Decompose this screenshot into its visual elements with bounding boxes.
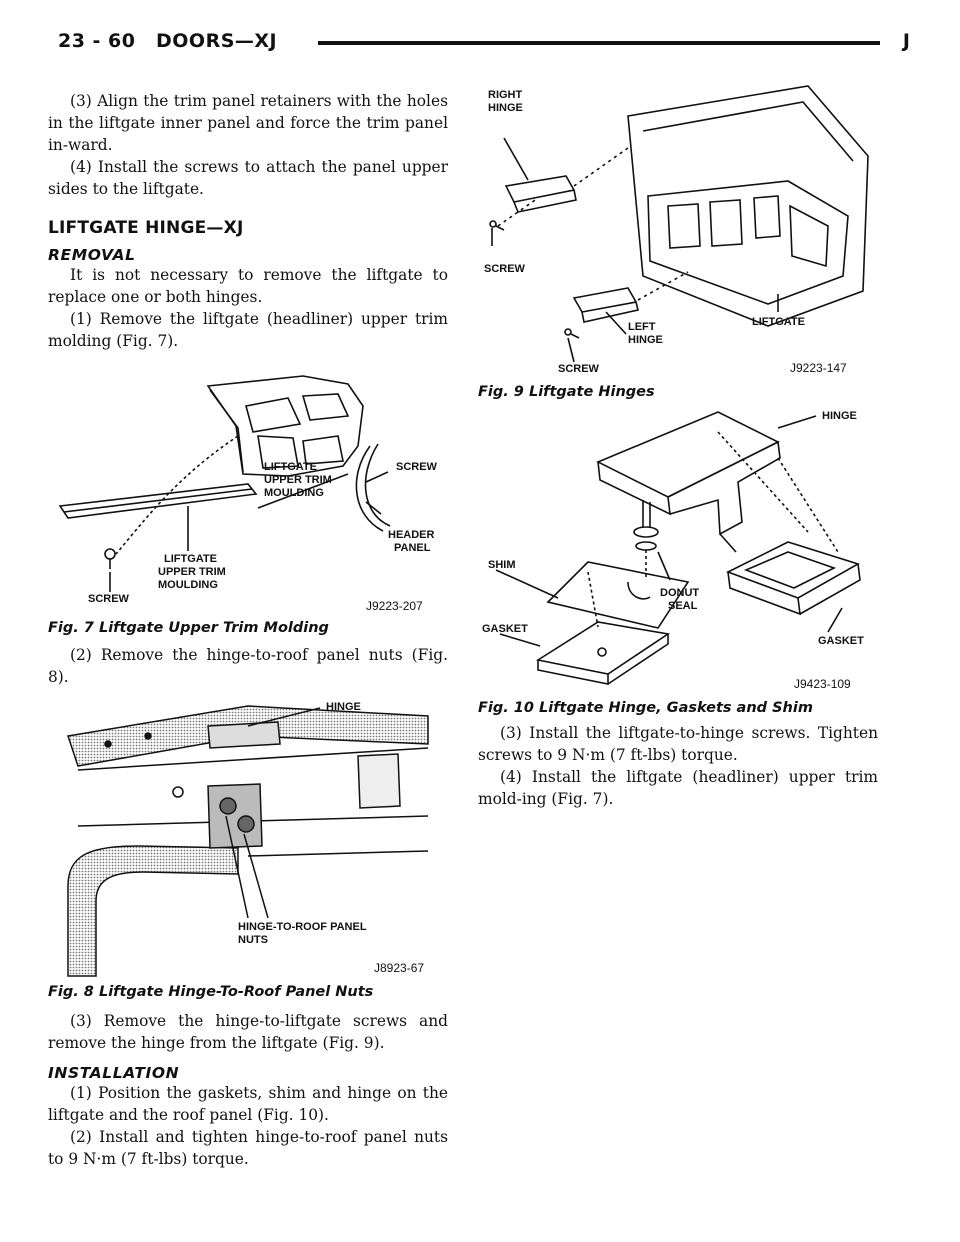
section-heading: LIFTGATE HINGE—XJ <box>48 218 244 238</box>
fig10-label-donut-b: SEAL <box>668 600 698 612</box>
fig10-code: J9423-109 <box>794 677 851 691</box>
figure-7 <box>48 366 448 636</box>
fig7-label-header-b: PANEL <box>394 542 431 554</box>
fig10-label-donut-a: DONUT <box>660 587 700 599</box>
fig10-label-gasket-right: GASKET <box>818 635 864 647</box>
fig7-label-screw-right: SCREW <box>396 461 437 473</box>
paragraph: (2) Remove the hinge-to-roof panel nuts (Fig. 8). <box>48 646 448 686</box>
fig7-caption: Fig. 7 Liftgate Upper Trim Molding <box>48 620 329 636</box>
edition-letter: J <box>902 30 910 52</box>
section-title: DOORS—XJ <box>156 30 278 52</box>
paragraph: It is not necessary to remove the liftgate to replace one or both hinges. <box>48 266 448 306</box>
fig10-illustration <box>478 402 888 698</box>
fig7-label-trim-2a: LIFTGATE <box>164 553 217 565</box>
figure-10 <box>478 402 878 716</box>
fig9-label-liftgate: LIFTGATE <box>752 316 805 328</box>
paragraph: (3) Install the liftgate-to-hinge screws. Tighten screws to 9 N·m (7 ft-lbs) torque. <box>478 724 878 764</box>
fig9-caption: Fig. 9 Liftgate Hinges <box>478 384 655 400</box>
page-header <box>58 30 910 60</box>
figure-8 <box>48 696 448 1000</box>
paragraph: (1) Position the gaskets, shim and hinge on the liftgate and the roof panel (Fig. 10). <box>48 1084 448 1124</box>
paragraph: (3) Align the trim panel retainers with the holes in the liftgate inner panel and force the trim panel in-ward. <box>48 92 448 154</box>
fig7-label-trim-2b: UPPER TRIM <box>158 566 226 578</box>
paragraph: (2) Install and tighten hinge-to-roof panel nuts to 9 N·m (7 ft-lbs) torque. <box>48 1128 448 1168</box>
fig9-label-left-hinge-a: LEFT <box>628 321 656 333</box>
fig8-illustration <box>48 696 448 978</box>
fig7-code: J9223-207 <box>366 599 423 613</box>
right-column <box>478 76 878 810</box>
paragraph: (1) Remove the liftgate (headliner) upper trim molding (Fig. 7). <box>48 310 448 350</box>
fig7-label-screw-left: SCREW <box>88 593 129 605</box>
fig8-label-nuts-a: HINGE-TO-ROOF PANEL <box>238 921 367 933</box>
fig7-label-trim-1c: MOULDING <box>264 487 324 499</box>
removal-heading: REMOVAL <box>48 246 136 264</box>
fig9-code: J9223-147 <box>790 361 847 375</box>
installation-heading: INSTALLATION <box>48 1064 180 1082</box>
fig8-caption: Fig. 8 Liftgate Hinge-To-Roof Panel Nuts <box>48 984 374 1000</box>
paragraph: (4) Install the liftgate (headliner) upper trim mold-ing (Fig. 7). <box>478 768 878 808</box>
fig9-label-left-hinge-b: HINGE <box>628 334 663 346</box>
page-number: 23 - 60 <box>58 30 136 52</box>
fig8-code: J8923-67 <box>374 961 425 975</box>
fig7-label-trim-1a: LIFTGATE <box>264 461 317 473</box>
fig9-label-screw-2: SCREW <box>558 363 599 375</box>
fig10-caption: Fig. 10 Liftgate Hinge, Gaskets and Shim <box>478 700 813 716</box>
paragraph: (4) Install the screws to attach the panel upper sides to the liftgate. <box>48 158 448 198</box>
fig7-illustration <box>48 366 448 614</box>
fig7-label-trim-1b: UPPER TRIM <box>264 474 332 486</box>
fig7-label-trim-2c: MOULDING <box>158 579 218 591</box>
paragraph: (3) Remove the hinge-to-liftgate screws and remove the hinge from the liftgate (Fig. 9). <box>48 1012 448 1052</box>
fig7-label-header-a: HEADER <box>388 529 435 541</box>
header-rule <box>318 41 880 45</box>
fig10-label-hinge: HINGE <box>822 410 857 422</box>
fig8-label-nuts-b: NUTS <box>238 934 268 946</box>
fig9-label-right-hinge-a: RIGHT <box>488 89 523 101</box>
fig10-label-shim: SHIM <box>488 559 516 571</box>
fig10-label-gasket-left: GASKET <box>482 623 528 635</box>
figure-9 <box>478 76 878 400</box>
fig9-label-right-hinge-b: HINGE <box>488 102 523 114</box>
fig9-illustration <box>478 76 888 380</box>
fig9-label-screw-1: SCREW <box>484 263 525 275</box>
left-column <box>48 90 448 1170</box>
fig8-label-hinge: HINGE <box>326 701 361 713</box>
